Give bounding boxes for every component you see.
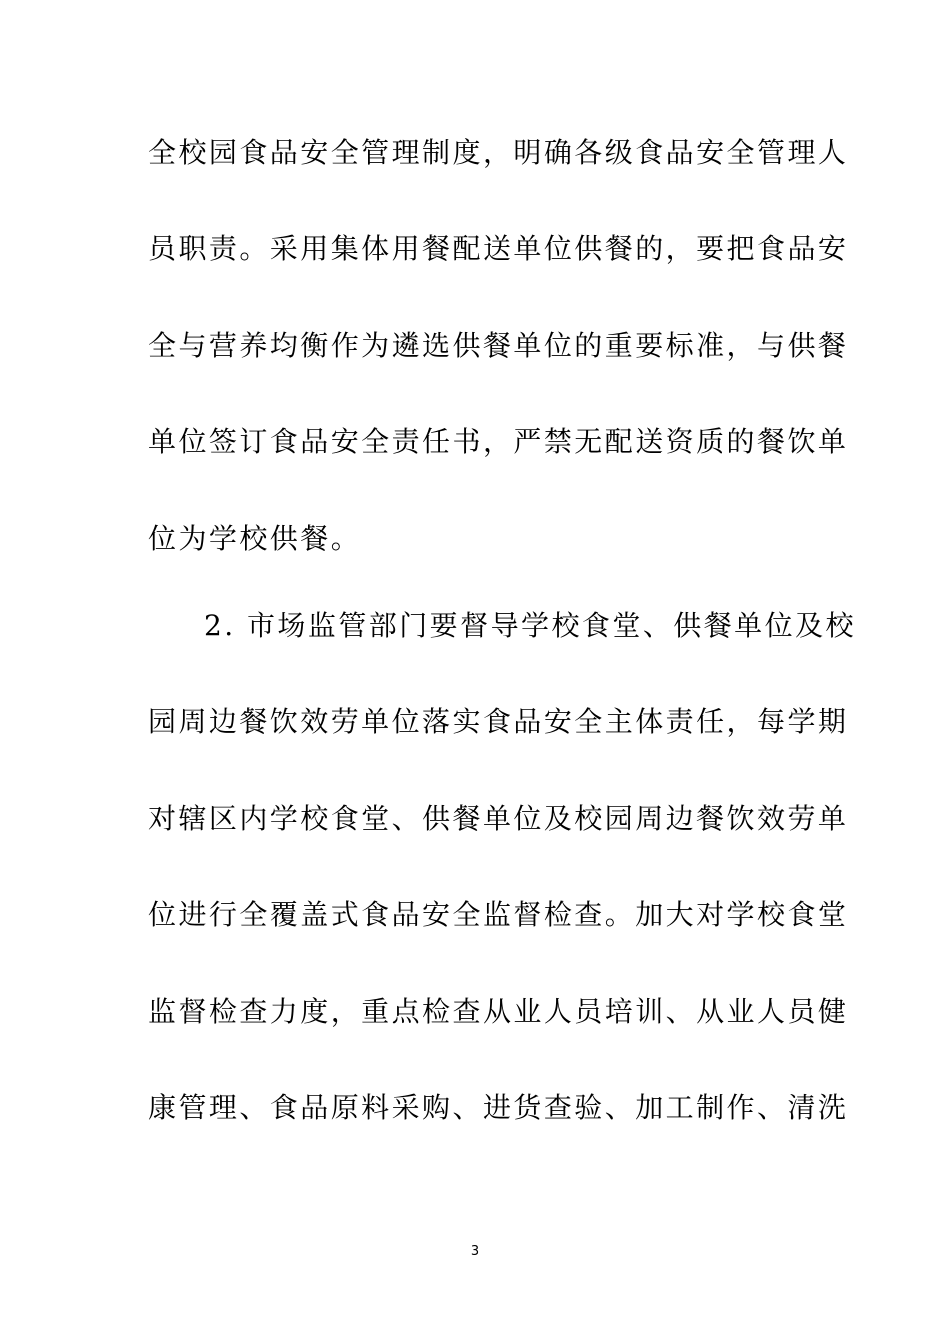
paragraph-line: 位为学校供餐。 <box>148 522 362 555</box>
paragraph-line: 全与营养均衡作为遴选供餐单位的重要标准，与供餐 <box>148 329 849 362</box>
paragraph-line: 监督检查力度，重点检查从业人员培训、从业人员健 <box>148 995 849 1028</box>
paragraph-line: 2. 市场监管部门要督导学校食堂、供餐单位及校 <box>204 609 856 642</box>
paragraph-line: 康管理、食品原料采购、进货查验、加工制作、清洗 <box>148 1091 849 1124</box>
paragraph-line: 园周边餐饮效劳单位落实食品安全主体责任，每学期 <box>148 705 849 738</box>
page-number: 3 <box>470 1244 480 1259</box>
paragraph-line: 单位签订食品安全责任书，严禁无配送资质的餐饮单 <box>148 425 849 458</box>
paragraph-line: 对辖区内学校食堂、供餐单位及校园周边餐饮效劳单 <box>148 802 849 835</box>
paragraph-line: 员职责。采用集体用餐配送单位供餐的，要把食品安 <box>148 232 849 265</box>
paragraph-line: 全校园食品安全管理制度，明确各级食品安全管理人 <box>148 136 849 169</box>
paragraph-line: 位进行全覆盖式食品安全监督检查。加大对学校食堂 <box>148 898 849 931</box>
